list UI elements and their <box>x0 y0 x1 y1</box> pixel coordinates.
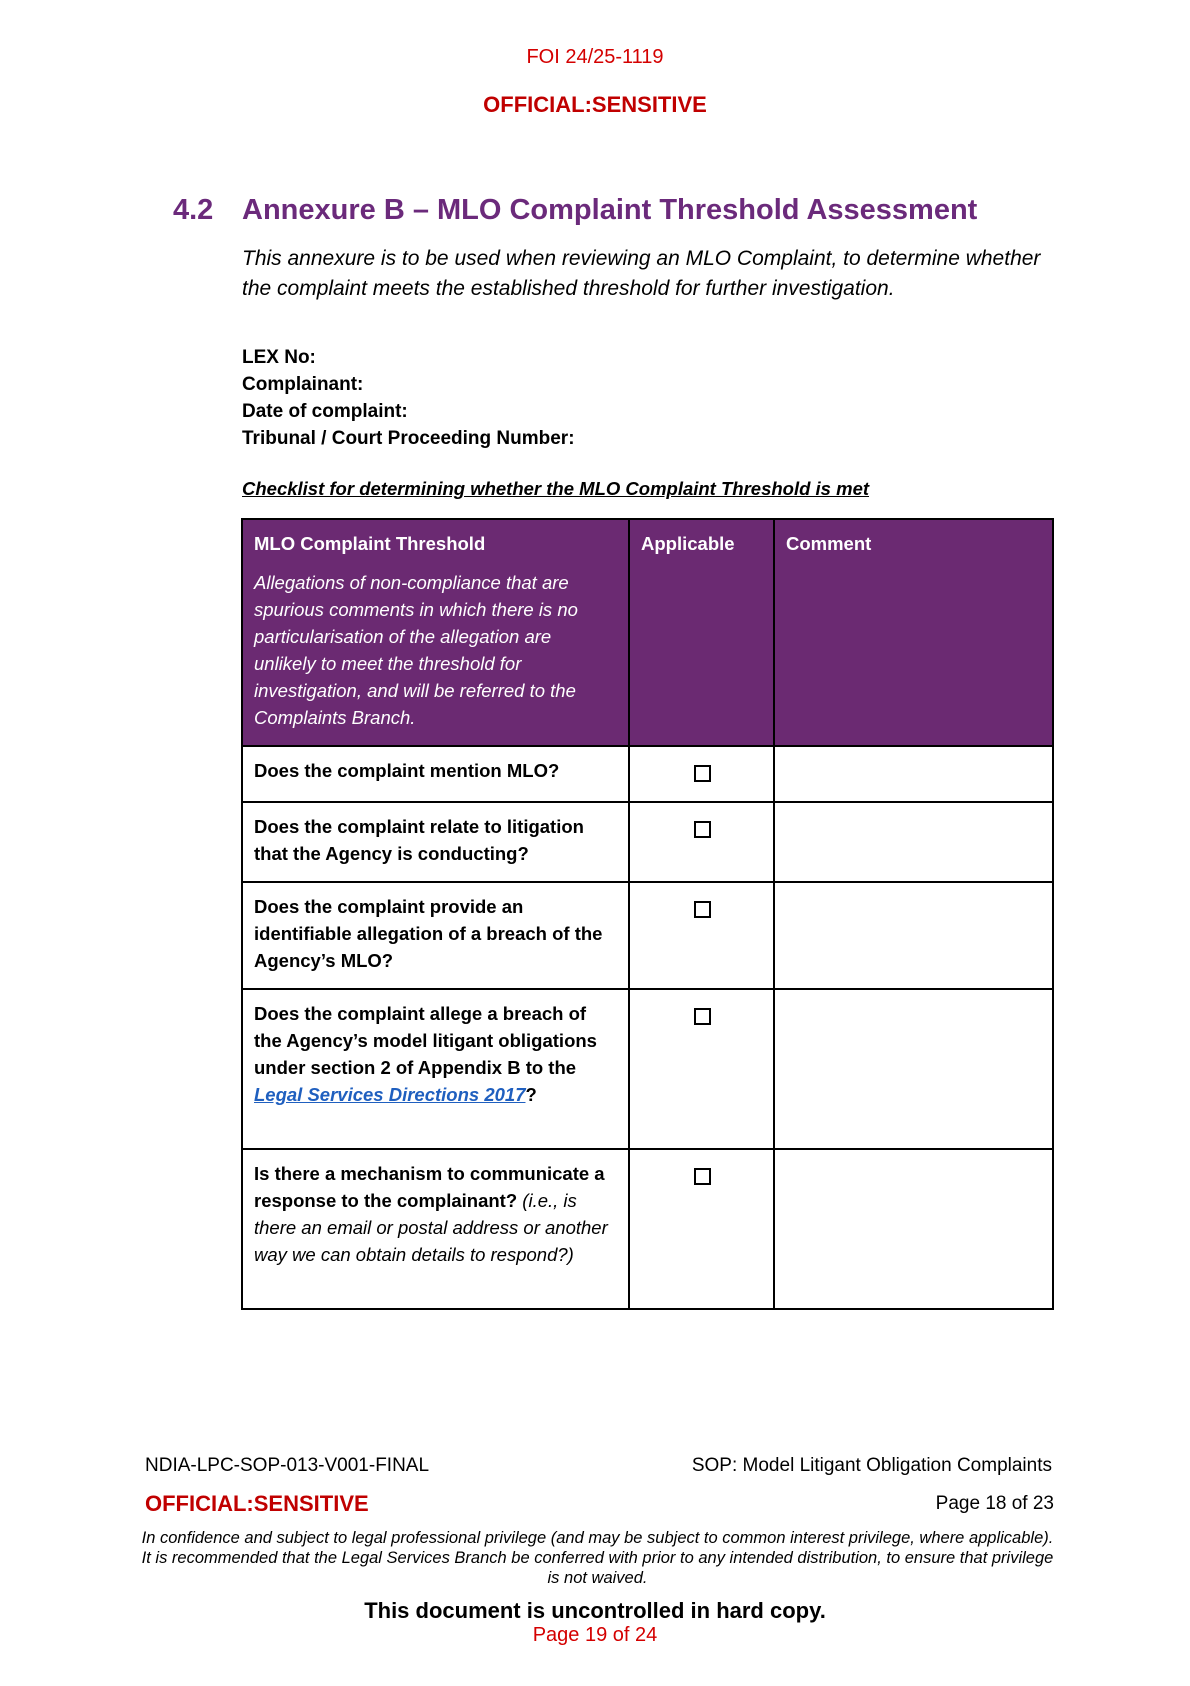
section-number: 4.2 <box>173 194 214 226</box>
row-question-text: Is there a mechanism to communicate a response to the complainant? <box>254 1163 605 1211</box>
checkbox[interactable] <box>694 901 711 918</box>
row-comment[interactable] <box>774 882 1053 989</box>
field-complainant: Complainant: <box>242 374 364 395</box>
foi-reference: FOI 24/25-1119 <box>526 46 664 68</box>
header-comment: Comment <box>774 519 1053 746</box>
section-heading <box>173 194 977 227</box>
row-applicable <box>629 746 774 802</box>
row-applicable <box>629 989 774 1149</box>
row-comment[interactable] <box>774 1149 1053 1309</box>
row-comment[interactable] <box>774 746 1053 802</box>
header-threshold <box>242 519 629 746</box>
legal-services-directions-link[interactable]: Legal Services Directions 2017 <box>254 1084 526 1105</box>
field-lex-no: LEX No: <box>242 347 316 368</box>
page-stamp: Page 19 of 24 <box>532 1624 658 1646</box>
footer-document-id: NDIA-LPC-SOP-013-V001-FINAL <box>145 1455 430 1476</box>
header-threshold-description: Allegations of non-compliance that are spurious comments in which there is no particularisation of the allegation are unlikely to meet the threshold for investigation, and will be referred to the Complaints Branch. <box>254 572 578 728</box>
row-applicable <box>629 802 774 882</box>
row-question-suffix: ? <box>525 1084 537 1105</box>
threshold-table <box>241 518 1054 1310</box>
field-proceeding-number: Tribunal / Court Proceeding Number: <box>242 428 575 449</box>
footer-page-number: Page 18 of 23 <box>935 1493 1054 1514</box>
privilege-disclaimer: In confidence and subject to legal professional privilege (and may be subject to common interest privilege, where applicable). It is recommended that the Legal Services Branch be conferred with prior to any intended distribution, to ensure that privilege is not waived. <box>141 1529 1054 1587</box>
row-comment[interactable] <box>774 989 1053 1149</box>
classification-header: OFFICIAL:SENSITIVE <box>483 92 707 117</box>
section-intro: This annexure is to be used when reviewing an MLO Complaint, to determine whether the complaint meets the established threshold for further investigation. <box>242 247 1041 300</box>
section-title: Annexure B – MLO Complaint Threshold Assessment <box>242 194 978 226</box>
footer-classification: OFFICIAL:SENSITIVE <box>145 1491 369 1516</box>
row-applicable <box>629 882 774 989</box>
row-question-note: (i.e., is there an email or postal address or another way we can obtain details to respond?) <box>254 1190 608 1265</box>
checkbox[interactable] <box>694 765 711 782</box>
row-applicable <box>629 1149 774 1309</box>
row-comment[interactable] <box>774 802 1053 882</box>
table-header-row <box>242 519 1053 746</box>
uncontrolled-notice: This document is uncontrolled in hard copy. <box>364 1598 826 1623</box>
row-question-text: Does the complaint allege a breach of the Agency’s model litigant obligations under section 2 of Appendix B to the <box>254 1003 597 1078</box>
table-row <box>242 882 1053 989</box>
table-row <box>242 1149 1053 1309</box>
row-question: Does the complaint relate to litigation that the Agency is conducting? <box>242 802 629 882</box>
row-question <box>242 989 629 1149</box>
checkbox[interactable] <box>694 1008 711 1025</box>
checklist-title: Checklist for determining whether the MLO Complaint Threshold is met <box>242 478 870 499</box>
row-question: Does the complaint provide an identifiable allegation of a breach of the Agency’s MLO? <box>242 882 629 989</box>
footer-document-title: SOP: Model Litigant Obligation Complaints <box>691 1455 1052 1476</box>
table-row <box>242 746 1053 802</box>
row-question <box>242 1149 629 1309</box>
header-applicable: Applicable <box>629 519 774 746</box>
field-date-of-complaint: Date of complaint: <box>242 401 408 422</box>
header-threshold-label: MLO Complaint Threshold <box>254 533 486 554</box>
row-question: Does the complaint mention MLO? <box>242 746 629 802</box>
checkbox[interactable] <box>694 1168 711 1185</box>
table-row <box>242 802 1053 882</box>
checkbox[interactable] <box>694 821 711 838</box>
complaint-fields <box>242 344 575 452</box>
table-row <box>242 989 1053 1149</box>
